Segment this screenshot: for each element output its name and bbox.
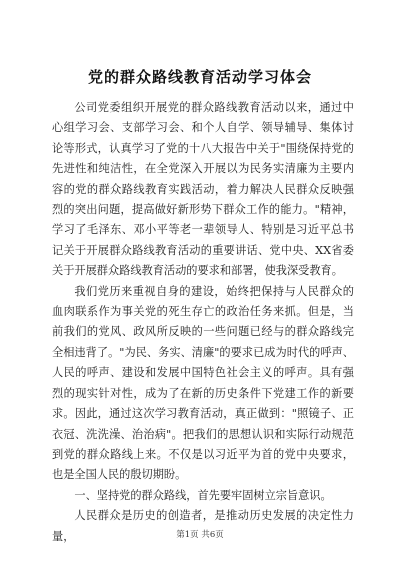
document-body xyxy=(52,98,354,547)
paragraph-people: 人民群众是历史的创造者，是推动历史发展的决定性力量， xyxy=(52,509,354,543)
document-title: 党的群众路线教育活动学习体会 xyxy=(87,68,312,86)
section-heading-1: 一、坚持党的群众路线，首先要牢固树立宗旨意识。 xyxy=(74,488,332,502)
page-footer: 第1页 共6页 xyxy=(176,530,224,540)
paragraph-party-building: 我们党历来重视自身的建设，始终把保持与人民群众的血肉联系作为事关党的死生存亡的政治任务来抓。但是，当前我们的党风、政风所反映的一些问题已经与的群众路线完全相违背了。"为民、务实、清廉"的要求已成为时代的呼声、人民的呼声、建设和发展中国特色社会主义的呼声。具有强烈的现实针对性，成为了在新的历史条件下党建工作的新要求。因此，通过这次学习教育活动，真正做到："照镜子、正衣冠、洗洗澡、治治病"。把我们的思想认识和实际行动规范到党的群众路线上来。不仅是以习近平为首的党中央要求，也是全国人民的殷切期盼。 xyxy=(52,284,354,482)
paragraph-intro: 公司党委组织开展党的群众路线教育活动以来，通过中心组学习会、支部学习会、和个人自学、领导辅导、集体讨论等形式，认真学习了党的十八大报告中关于"围绕保持党的先进性和纯洁性，在全党深入开展以为民务实清廉为主要内容的党的群众路线教育实践活动，着力解决人民群众反映强烈的突出问题，提高做好新形势下群众工作的能力。"精神，学习了毛泽东、邓小平等老一辈领导人、特别是习近平总书记关于开展群众路线教育活动的重要讲话、党中央、XX省委关于开展群众路线教育活动的要求和部署，使我深受教育。 xyxy=(52,101,354,278)
